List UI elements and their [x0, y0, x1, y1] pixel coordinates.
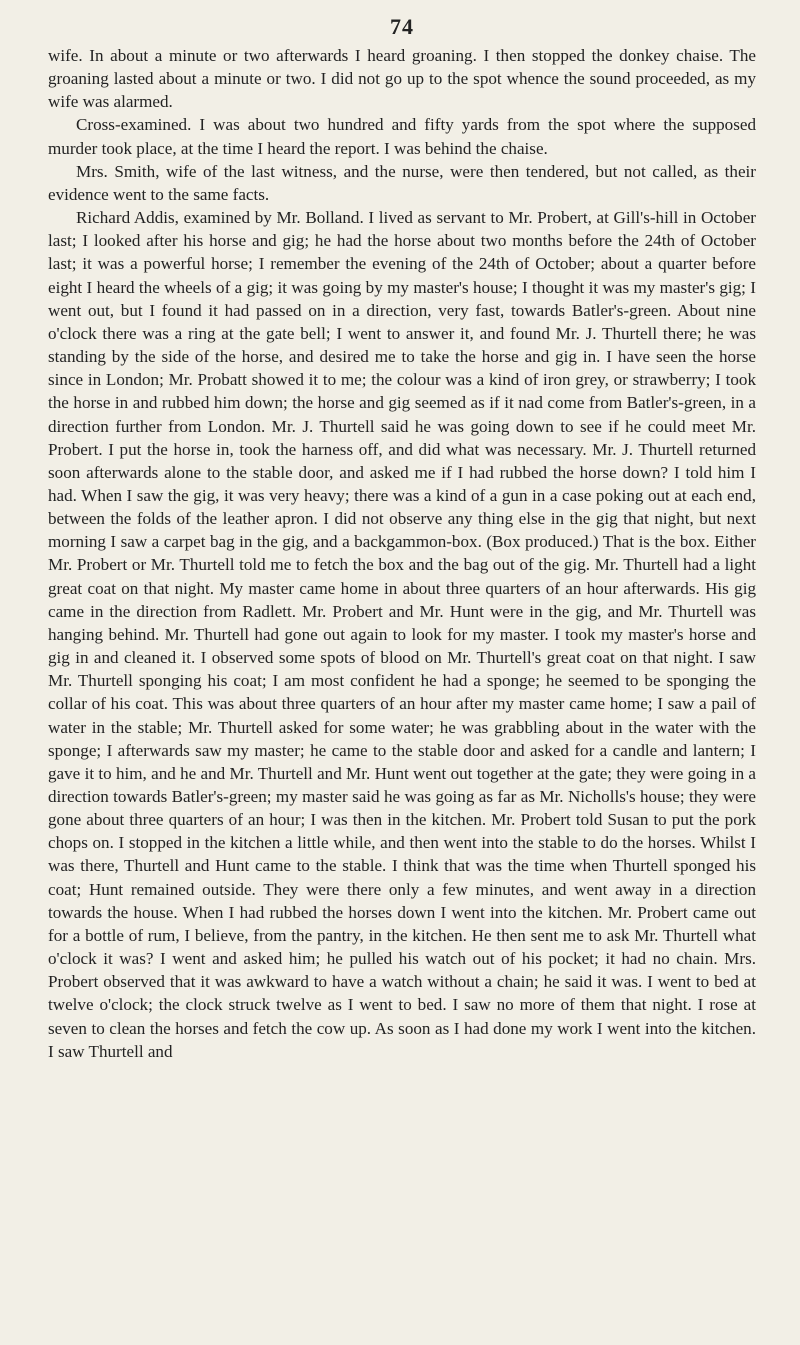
paragraph: wife. In about a minute or two afterwards I heard groaning. I then stopped the donkey chaise. The groaning lasted about a minute or two. I did not go up to the spot whence the sound proceeded, as my wife was alarmed. [48, 46, 756, 112]
body-text [48, 44, 756, 1063]
paragraph: Mrs. Smith, wife of the last witness, and the nurse, were then tendered, but not called, as their evidence went to the same facts. [48, 161, 756, 204]
paragraph: Cross-examined. I was about two hundred and fifty yards from the spot where the supposed murder took place, at the time I heard the report. I was behind the chaise. [48, 115, 756, 158]
paragraph: Richard Addis, examined by Mr. Bolland. I lived as servant to Mr. Probert, at Gill's-hill in October last; I looked after his horse and gig; he had the horse about two months before the 24th of October last; it was a powerful horse; I remember the evening of the 24th of October; about a quarter before eight I heard the wheels of a gig; it was going by my master's house; I thought it was my master's gig; I went out, but I found it had passed on in a direction, very fast, towards Batler's-green. About nine o'clock there was a ring at the gate bell; I went to answer it, and found Mr. J. Thurtell there; he was standing by the side of the horse, and desired me to take the horse and gig in. I have seen the horse since in London; Mr. Probatt showed it to me; the colour was a kind of iron grey, or strawberry; I took the horse in and rubbed him down; the horse and gig seemed as if it nad come from Batler's-green, in a direction further from London. Mr. J. Thurtell said he was going down to see if he could meet Mr. Probert. I put the horse in, took the harness off, and did what was necessary. Mr. J. Thurtell returned soon afterwards alone to the stable door, and asked me if I had rubbed the horse down? I told him I had. When I saw the gig, it was very heavy; there was a kind of a gun in a case poking out at each end, between the folds of the leather apron. I did not observe any thing else in the gig that night, but next morning I saw a carpet bag in the gig, and a backgammon-box. (Box produced.) That is the box. Either Mr. Probert or Mr. Thurtell told me to fetch the box and the bag out of the gig. Mr. Thurtell had a light great coat on that night. My master came home in about three quarters of an hour afterwards. His gig came in the direction from Radlett. Mr. Probert and Mr. Hunt were in the gig, and Mr. Thurtell was hanging behind. Mr. Thurtell had gone out again to look for my master. I took my master's horse and gig in and cleaned it. I observed some spots of blood on Mr. Thurtell's great coat on that night. I saw Mr. Thurtell sponging his coat; I am most confident he had a sponge; he seemed to be sponging the collar of his coat. This was about three quarters of an hour after my master came home; I saw a pail of water in the stable; Mr. Thurtell asked for some water; he was grabbling about in the water with the sponge; I afterwards saw my master; he came to the stable door and asked for a candle and lantern; I gave it to him, and he and Mr. Thurtell and Mr. Hunt went out together at the gate; they were going in a direction towards Batler's-green; my master said he was going as far as Mr. Nicholls's house; they were gone about three quarters of an hour; I was then in the kitchen. Mr. Probert told Susan to put the pork chops on. I stopped in the kitchen a little while, and then went into the stable to do the horses. Whilst I was there, Thurtell and Hunt came to the stable. I think that was the time when Thurtell sponged his coat; Hunt remained outside. They were there only a few minutes, and went away in a direction towards the house. When I had rubbed the horses down I went into the kitchen. Mr. Probert came out for a bottle of rum, I believe, from the pantry, in the kitchen. He then sent me to ask Mr. Thurtell what o'clock it was? I went and asked him; he pulled his watch out of his pocket; it had no chain. Mrs. Probert observed that it was awkward to have a watch without a chain; he said it was. I went to bed at twelve o'clock; the clock struck twelve as I went to bed. I saw no more of them that night. I rose at seven to clean the horses and fetch the cow up. As soon as I had done my work I went into the kitchen. I saw Thurtell and [48, 208, 756, 1061]
page-number: 74 [390, 14, 414, 39]
